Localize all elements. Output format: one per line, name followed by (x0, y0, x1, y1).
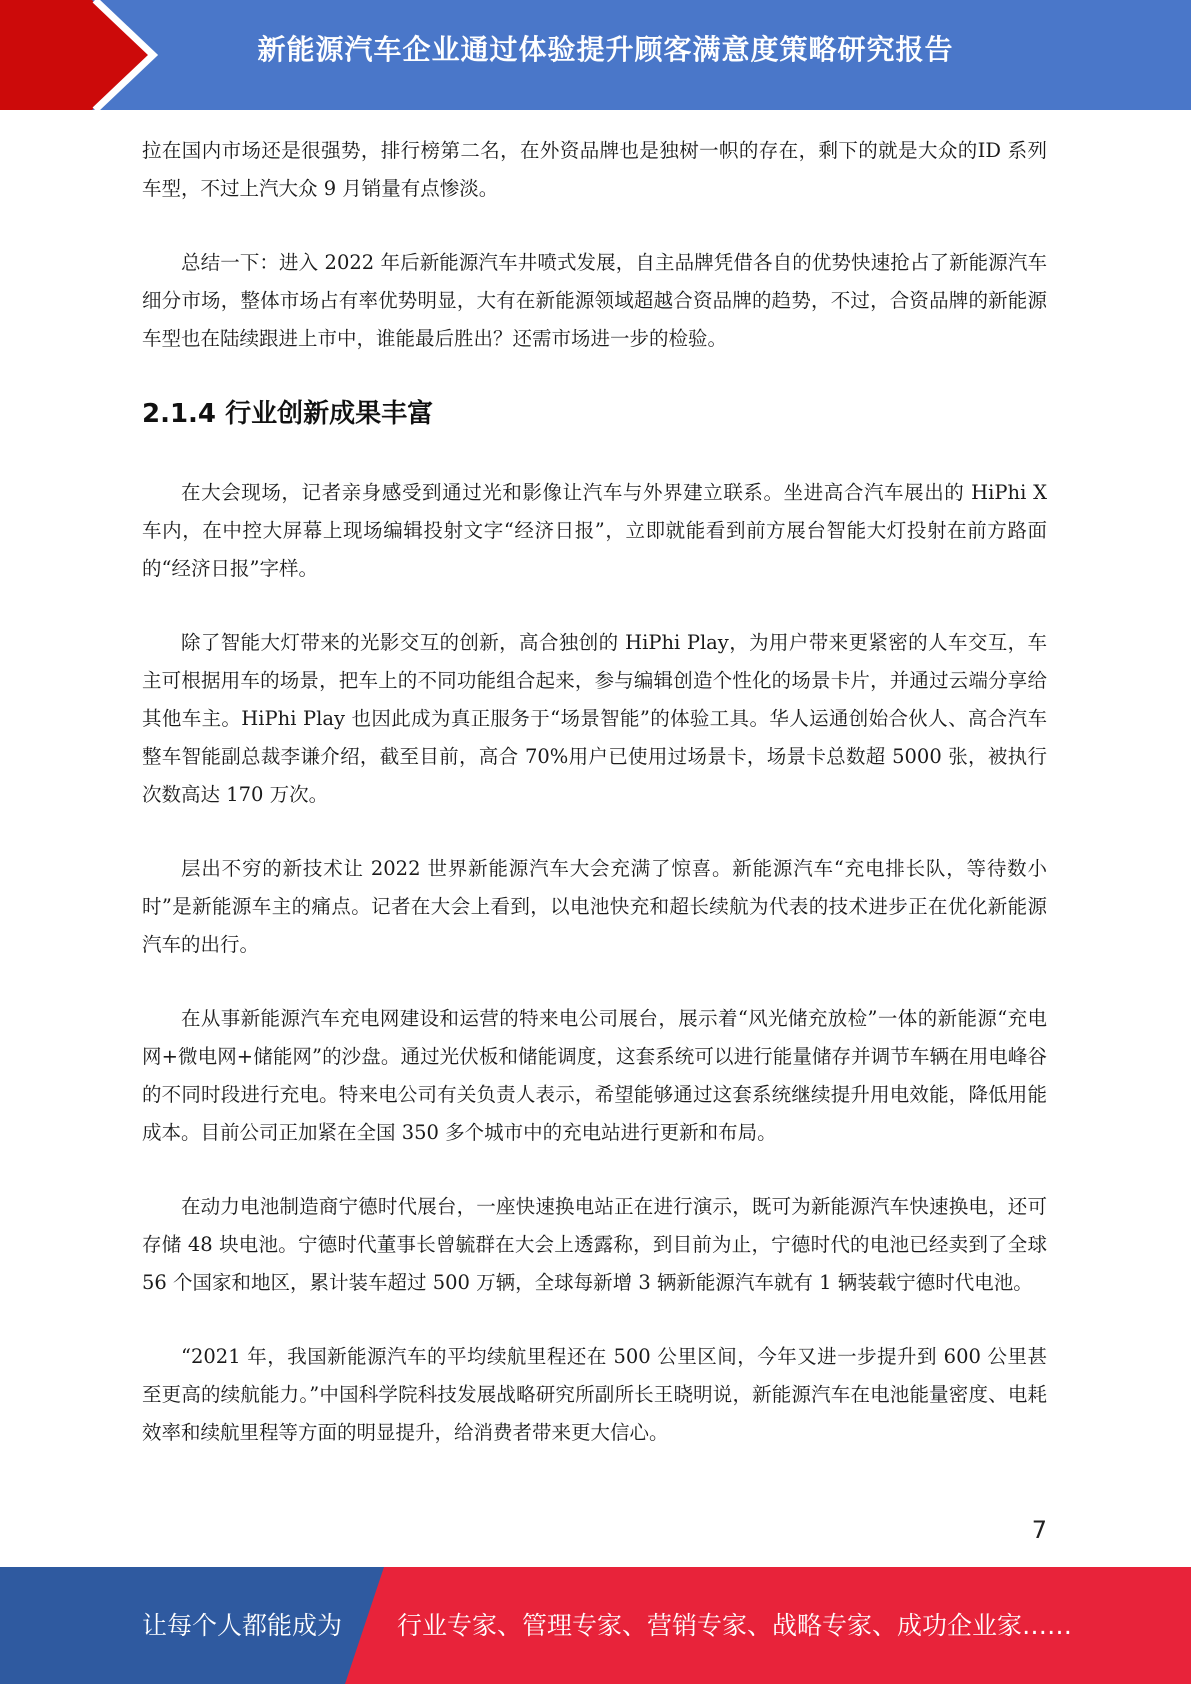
page-number: 7 (1031, 1516, 1047, 1544)
footer-slogan-right: 行业专家、管理专家、营销专家、战略专家、成功企业家…… (397, 1611, 1073, 1640)
page-footer (0, 1567, 1191, 1684)
body-paragraph: 拉在国内市场还是很强势，排行榜第二名，在外资品牌也是独树一帜的存在，剩下的就是大众的ID 系列车型，不过上汽大众 9 月销量有点惨淡。 (142, 139, 1047, 200)
header-title: 新能源汽车企业通过体验提升顾客满意度策略研究报告 (257, 33, 954, 66)
body-paragraph: 在动力电池制造商宁德时代展台，一座快速换电站正在进行演示，既可为新能源汽车快速换电，还可存储 48 块电池。宁德时代董事长曾毓群在大会上透露称，到目前为止，宁德时代的电池已经卖到了全球 56 个国家和地区，累计装车超过 500 万辆，全球每新增 3 辆新能源汽车就有 1 辆装载宁德时代电池。 (142, 1195, 1047, 1294)
body-paragraph: 层出不穷的新技术让 2022 世界新能源汽车大会充满了惊喜。新能源汽车“充电排长队，等待数小时”是新能源车主的痛点。记者在大会上看到，以电池快充和超长续航为代表的技术进步正在优化新能源汽车的出行。 (142, 857, 1047, 956)
body-paragraph: 在从事新能源汽车充电网建设和运营的特来电公司展台，展示着“风光储充放检”一体的新能源“充电网+微电网+储能网”的沙盘。通过光伏板和储能调度，这套系统可以进行能量储存并调节车辆在用电峰谷的不同时段进行充电。特来电公司有关负责人表示，希望能够通过这套系统继续提升用电效能，降低用能成本。目前公司正加紧在全国 350 多个城市中的充电站进行更新和布局。 (142, 1007, 1047, 1144)
footer-slogan-left: 让每个人都能成为 (142, 1611, 343, 1640)
section-heading: 2.1.4 行业创新成果丰富 (142, 399, 434, 429)
document-body (142, 132, 1047, 1488)
body-paragraph: 在大会现场，记者亲身感受到通过光和影像让汽车与外界建立联系。坐进高合汽车展出的 HiPhi X 车内，在中控大屏幕上现场编辑投射文字“经济日报”，立即就能看到前方展台智能大灯投射在前方路面的“经济日报”字样。 (142, 481, 1047, 580)
page-header (0, 0, 1191, 110)
body-paragraph: 除了智能大灯带来的光影交互的创新，高合独创的 HiPhi Play，为用户带来更紧密的人车交互，车主可根据用车的场景，把车上的不同功能组合起来，参与编辑创造个性化的场景卡片，并通过云端分享给其他车主。HiPhi Play 也因此成为真正服务于“场景智能”的体验工具。华人运通创始合伙人、高合汽车整车智能副总裁李谦介绍，截至目前，高合 70%用户已使用过场景卡，场景卡总数超 5000 张，被执行次数高达 170 万次。 (142, 631, 1047, 806)
body-paragraph: 总结一下：进入 2022 年后新能源汽车井喷式发展，自主品牌凭借各自的优势快速抢占了新能源汽车细分市场，整体市场占有率优势明显，大有在新能源领域超越合资品牌的趋势，不过，合资品牌的新能源车型也在陆续跟进上市中，谁能最后胜出？还需市场进一步的检验。 (142, 251, 1047, 350)
body-paragraph: “2021 年，我国新能源汽车的平均续航里程还在 500 公里区间，今年又进一步提升到 600 公里甚至更高的续航能力。”中国科学院科技发展战略研究所副所长王晓明说，新能源汽车在电池能量密度、电耗效率和续航里程等方面的明显提升，给消费者带来更大信心。 (142, 1345, 1047, 1444)
